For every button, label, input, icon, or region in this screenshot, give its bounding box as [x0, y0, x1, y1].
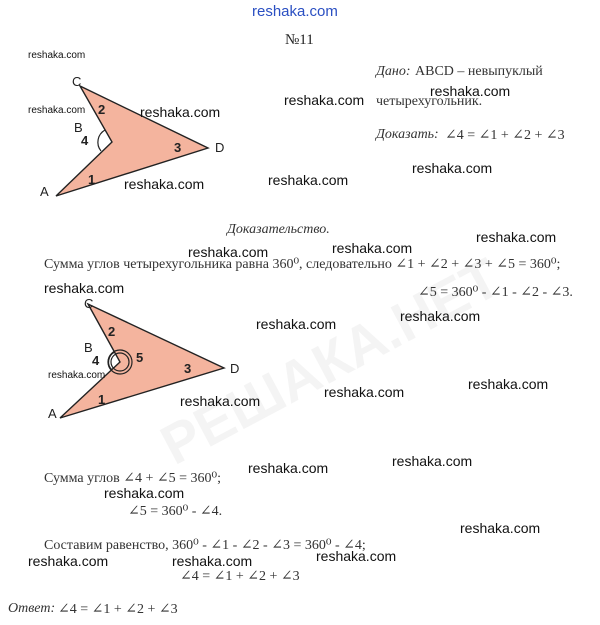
watermark-link: reshaka.com [140, 104, 221, 120]
site-header[interactable]: reshaka.com [252, 3, 338, 20]
angle-label-2: 2 [98, 102, 106, 117]
prove-statement: ∠4 = ∠1 + ∠2 + ∠3 [445, 128, 565, 143]
vertex-label-b: B [84, 340, 93, 355]
angle-label-1: 1 [88, 172, 96, 187]
vertex-label-a: A [48, 406, 57, 421]
problem-number: №11 [285, 32, 314, 48]
watermark-link: reshaka.com [48, 370, 106, 381]
angle-label-4: 4 [92, 353, 100, 368]
angle-label-3: 3 [184, 361, 192, 376]
proof-step-3-result: ∠4 = ∠1 + ∠2 + ∠3 [180, 569, 300, 584]
given-label: Дано: [376, 64, 411, 79]
watermark-link: reshaka.com [28, 105, 86, 116]
watermark-link: reshaka.com [412, 160, 493, 176]
proof-step-1-result: ∠5 = 360⁰ - ∠1 - ∠2 - ∠3. [418, 285, 573, 300]
prove-label: Доказать: [376, 127, 439, 142]
watermark-link: reshaka.com [332, 240, 413, 256]
vertex-label-b: B [74, 120, 83, 135]
watermark-link: reshaka.com [430, 83, 511, 99]
watermark-link: reshaka.com [28, 50, 86, 61]
watermark-link: reshaka.com [316, 548, 397, 564]
proof-step-2: Сумма углов ∠4 + ∠5 = 360⁰; [44, 471, 222, 486]
watermark-link: reshaka.com [188, 244, 269, 260]
watermark-link: reshaka.com [268, 172, 349, 188]
proof-step-1: Сумма углов четырехугольника равна 360⁰, следовательно ∠1 + ∠2 + ∠3 + ∠5 = 360⁰; [44, 257, 561, 272]
vertex-label-d: D [230, 361, 240, 376]
answer-label: Ответ: [8, 601, 56, 616]
vertex-label-c: C [84, 296, 94, 311]
watermark-link: reshaka.com [400, 308, 481, 324]
watermark-link: reshaka.com [460, 520, 541, 536]
vertex-label-c: C [72, 74, 82, 89]
watermark-link: reshaka.com [284, 92, 365, 108]
watermark-link: reshaka.com [104, 485, 185, 501]
proof-heading: Доказательство. [227, 222, 330, 237]
angle-label-5: 5 [136, 350, 144, 365]
watermark-link: reshaka.com [28, 553, 109, 569]
angle-label-2: 2 [108, 324, 116, 339]
angle-4-arc [98, 130, 105, 151]
watermark-link: reshaka.com [476, 229, 557, 245]
watermark-link: reshaka.com [124, 176, 205, 192]
angle-label-3: 3 [174, 140, 182, 155]
watermark-link: reshaka.com [468, 376, 549, 392]
given-line1: ABCD – невыпуклый [415, 64, 543, 79]
watermark-link: reshaka.com [256, 316, 337, 332]
proof-step-2-result: ∠5 = 360⁰ - ∠4. [128, 504, 223, 519]
vertex-label-d: D [215, 140, 225, 155]
watermark-link: reshaka.com [248, 460, 329, 476]
answer-statement: ∠4 = ∠1 + ∠2 + ∠3 [58, 602, 178, 617]
watermark-link: reshaka.com [172, 553, 253, 569]
watermark-link: reshaka.com [392, 453, 473, 469]
watermark-link: reshaka.com [44, 280, 125, 296]
given-line2: четырехугольник. [376, 94, 483, 109]
watermark-link: reshaka.com [180, 393, 261, 409]
angle-label-4: 4 [81, 133, 89, 148]
watermark-link: reshaka.com [324, 384, 405, 400]
vertex-label-a: A [40, 184, 49, 199]
angle-label-1: 1 [98, 392, 106, 407]
proof-step-3: Составим равенство, 360⁰ - ∠1 - ∠2 - ∠3 = 360⁰ - ∠4; [44, 538, 366, 553]
